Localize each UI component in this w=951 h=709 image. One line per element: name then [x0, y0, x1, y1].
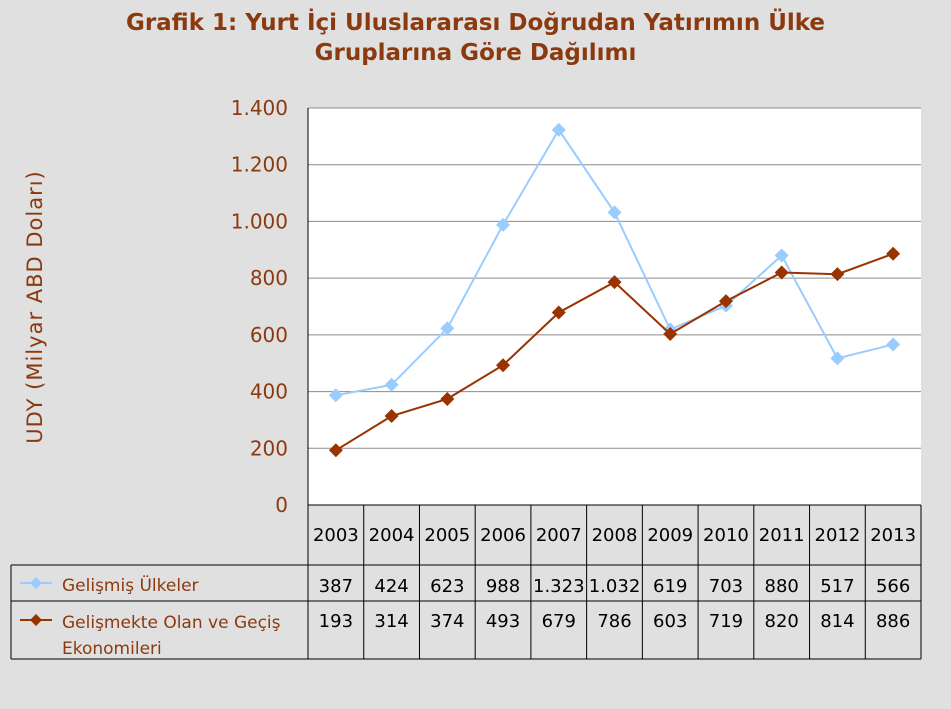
data-table	[11, 505, 921, 659]
data-label: 493	[485, 611, 521, 632]
x-tick-label: 2011	[758, 525, 805, 546]
data-label: 623	[430, 576, 465, 597]
data-label: 679	[541, 611, 576, 632]
y-tick-label: 200	[249, 436, 288, 461]
chart-title-line-1: Grafik 1: Yurt İçi Uluslararası Doğrudan Yatırımın Ülke	[125, 10, 826, 36]
data-label: 374	[430, 611, 465, 632]
data-label: 786	[597, 611, 632, 632]
x-tick-label: 2005	[424, 525, 471, 546]
y-tick-label: 600	[249, 322, 288, 347]
data-label: 566	[875, 576, 911, 597]
data-label: 880	[764, 576, 799, 597]
x-tick-label: 2006	[480, 525, 526, 546]
data-label: 1.323	[533, 576, 585, 597]
x-tick-label: 2004	[368, 525, 415, 546]
y-tick-label: 1.000	[230, 209, 288, 234]
x-tick-label: 2007	[535, 525, 582, 546]
y-tick-label: 400	[249, 379, 288, 404]
data-label: 820	[764, 611, 799, 632]
legend-label: Ekonomileri	[62, 639, 162, 659]
data-label: 387	[318, 576, 354, 597]
chart-title-line-2: Gruplarına Göre Dağılımı	[314, 40, 637, 66]
y-tick-label: 800	[249, 266, 288, 291]
data-label: 517	[820, 576, 855, 597]
plot-area	[308, 108, 921, 505]
data-label: 619	[653, 576, 688, 597]
y-tick-label: 1.200	[230, 152, 288, 177]
data-label: 193	[318, 611, 354, 632]
x-tick-label: 2009	[647, 525, 694, 546]
data-label: 603	[653, 611, 688, 632]
legend-key-marker	[30, 577, 42, 589]
legend-label: Gelişmiş Ülkeler	[62, 576, 199, 596]
data-label: 719	[708, 611, 744, 632]
y-tick-label: 0	[275, 493, 288, 517]
data-label: 703	[708, 576, 744, 597]
data-label: 1.032	[588, 576, 641, 597]
x-tick-label: 2008	[591, 525, 638, 546]
y-axis-ticks	[231, 96, 288, 517]
x-tick-label: 2003	[312, 525, 359, 546]
data-label: 424	[374, 576, 409, 597]
data-label: 314	[374, 611, 409, 632]
y-tick-label: 1.400	[230, 96, 288, 120]
data-label: 814	[820, 611, 855, 632]
x-tick-label: 2010	[703, 525, 749, 546]
data-label: 988	[485, 576, 521, 597]
y-axis-label: UDY (Milyar ABD Doları)	[23, 170, 47, 444]
data-label: 886	[875, 611, 911, 632]
legend-key-marker	[30, 614, 42, 626]
legend-label: Gelişmekte Olan ve Geçiş	[62, 613, 281, 633]
x-tick-label: 2013	[870, 525, 917, 546]
x-tick-label: 2012	[814, 525, 861, 546]
